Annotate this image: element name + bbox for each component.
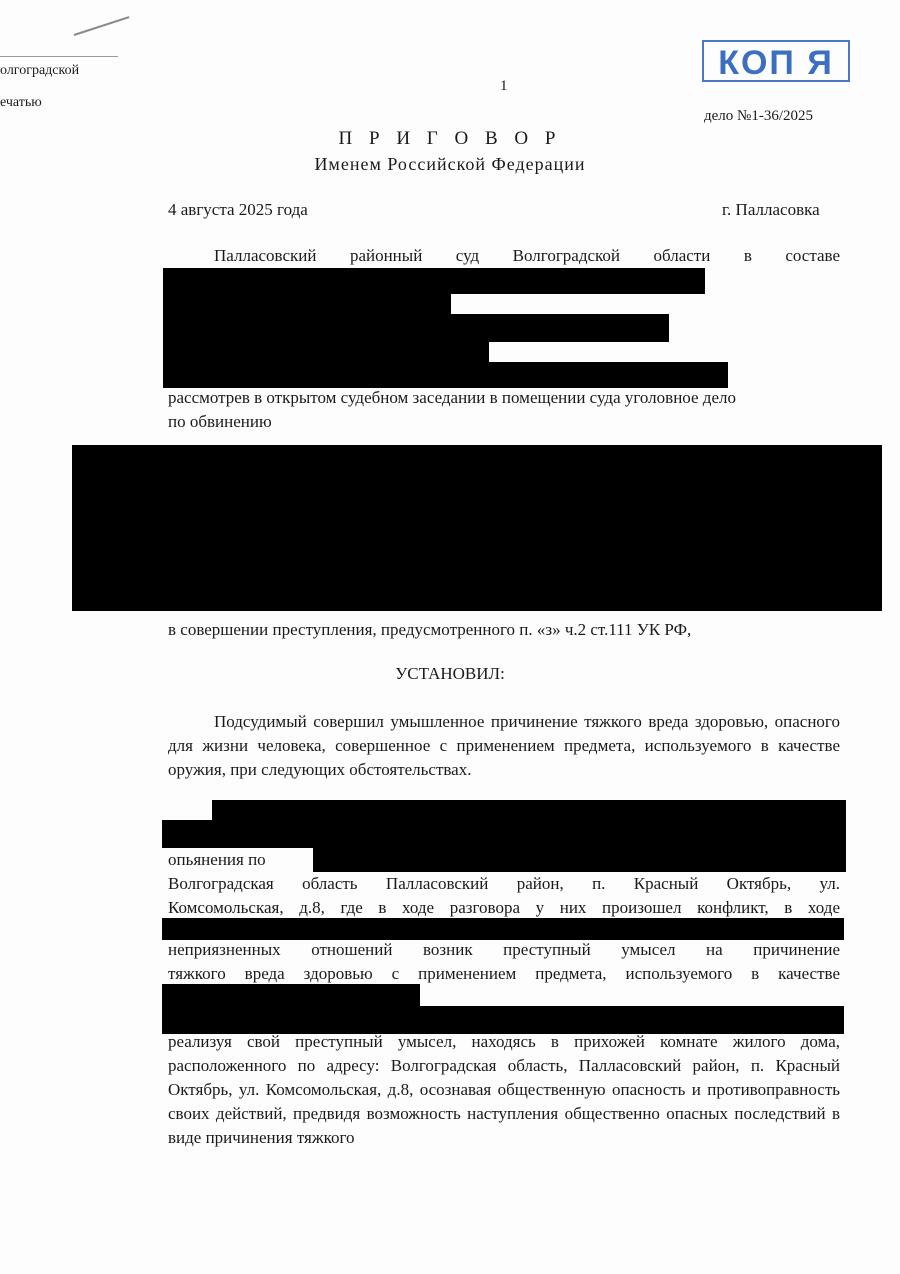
document-city: г. Палласовка xyxy=(722,200,820,219)
considered-line: рассмотрев в открытом судебном заседании в помещении суда уголовное дело xyxy=(168,388,736,407)
margin-note-line1: олгоградской xyxy=(0,63,80,78)
redaction-block xyxy=(163,342,489,362)
redaction-block xyxy=(212,800,846,820)
final-paragraph: реализуя свой преступный умысел, находясь в прихожей комнате жилого дома, расположенного по адресу: Волгоградская область, Палласовский район, п. Красный Октябрь, ул. Комсомольская, д.8, осознавая общественную опасность и противоправность своих действий, предвидя возможность наступления общественно опасных последствий в виде причинения тяжкого xyxy=(168,1032,840,1147)
intoxication-line: опьянения по xyxy=(168,850,266,869)
case-number: дело №1-36/2025 xyxy=(704,108,813,124)
redaction-block xyxy=(163,314,669,342)
hostility-line: неприязненных отношений возник преступный умысел на причинение xyxy=(168,940,840,959)
document-title: П Р И Г О В О Р xyxy=(338,128,562,149)
redaction-block xyxy=(162,820,846,848)
document-date: 4 августа 2025 года xyxy=(168,200,308,219)
pen-mark xyxy=(74,16,130,36)
page-number: 1 xyxy=(500,78,508,94)
copy-stamp: КОП Я xyxy=(702,40,850,82)
margin-note-line2: ечатью xyxy=(0,95,42,110)
crime-line: в совершении преступления, предусмотренного п. «з» ч.2 ст.111 УК РФ, xyxy=(168,620,692,639)
grave-harm-line: тяжкого вреда здоровью с применением предмета, используемого в качестве xyxy=(168,964,840,983)
redaction-block xyxy=(163,362,728,388)
court-composition-line: Палласовский районный суд Волгоградской области в составе xyxy=(214,246,840,265)
redaction-block xyxy=(163,268,705,294)
conflict-line: Комсомольская, д.8, где в ходе разговора у них произошел конфликт, в ходе xyxy=(168,898,840,917)
document-subtitle: Именем Российской Федерации xyxy=(314,154,586,174)
accusation-line: по обвинению xyxy=(168,412,272,431)
address-line: Волгоградская область Палласовский район, п. Красный Октябрь, ул. xyxy=(168,874,840,893)
redaction-block xyxy=(72,445,882,611)
redaction-block xyxy=(162,918,844,940)
redaction-block xyxy=(163,294,451,314)
redaction-block xyxy=(162,984,420,1006)
intro-paragraph: Подсудимый совершил умышленное причинение тяжкого вреда здоровью, опасного для жизни человека, совершенное с применением предмета, используемого в качестве оружия, при следующих обстоятельствах. xyxy=(168,712,840,779)
established-heading: УСТАНОВИЛ: xyxy=(395,664,505,683)
